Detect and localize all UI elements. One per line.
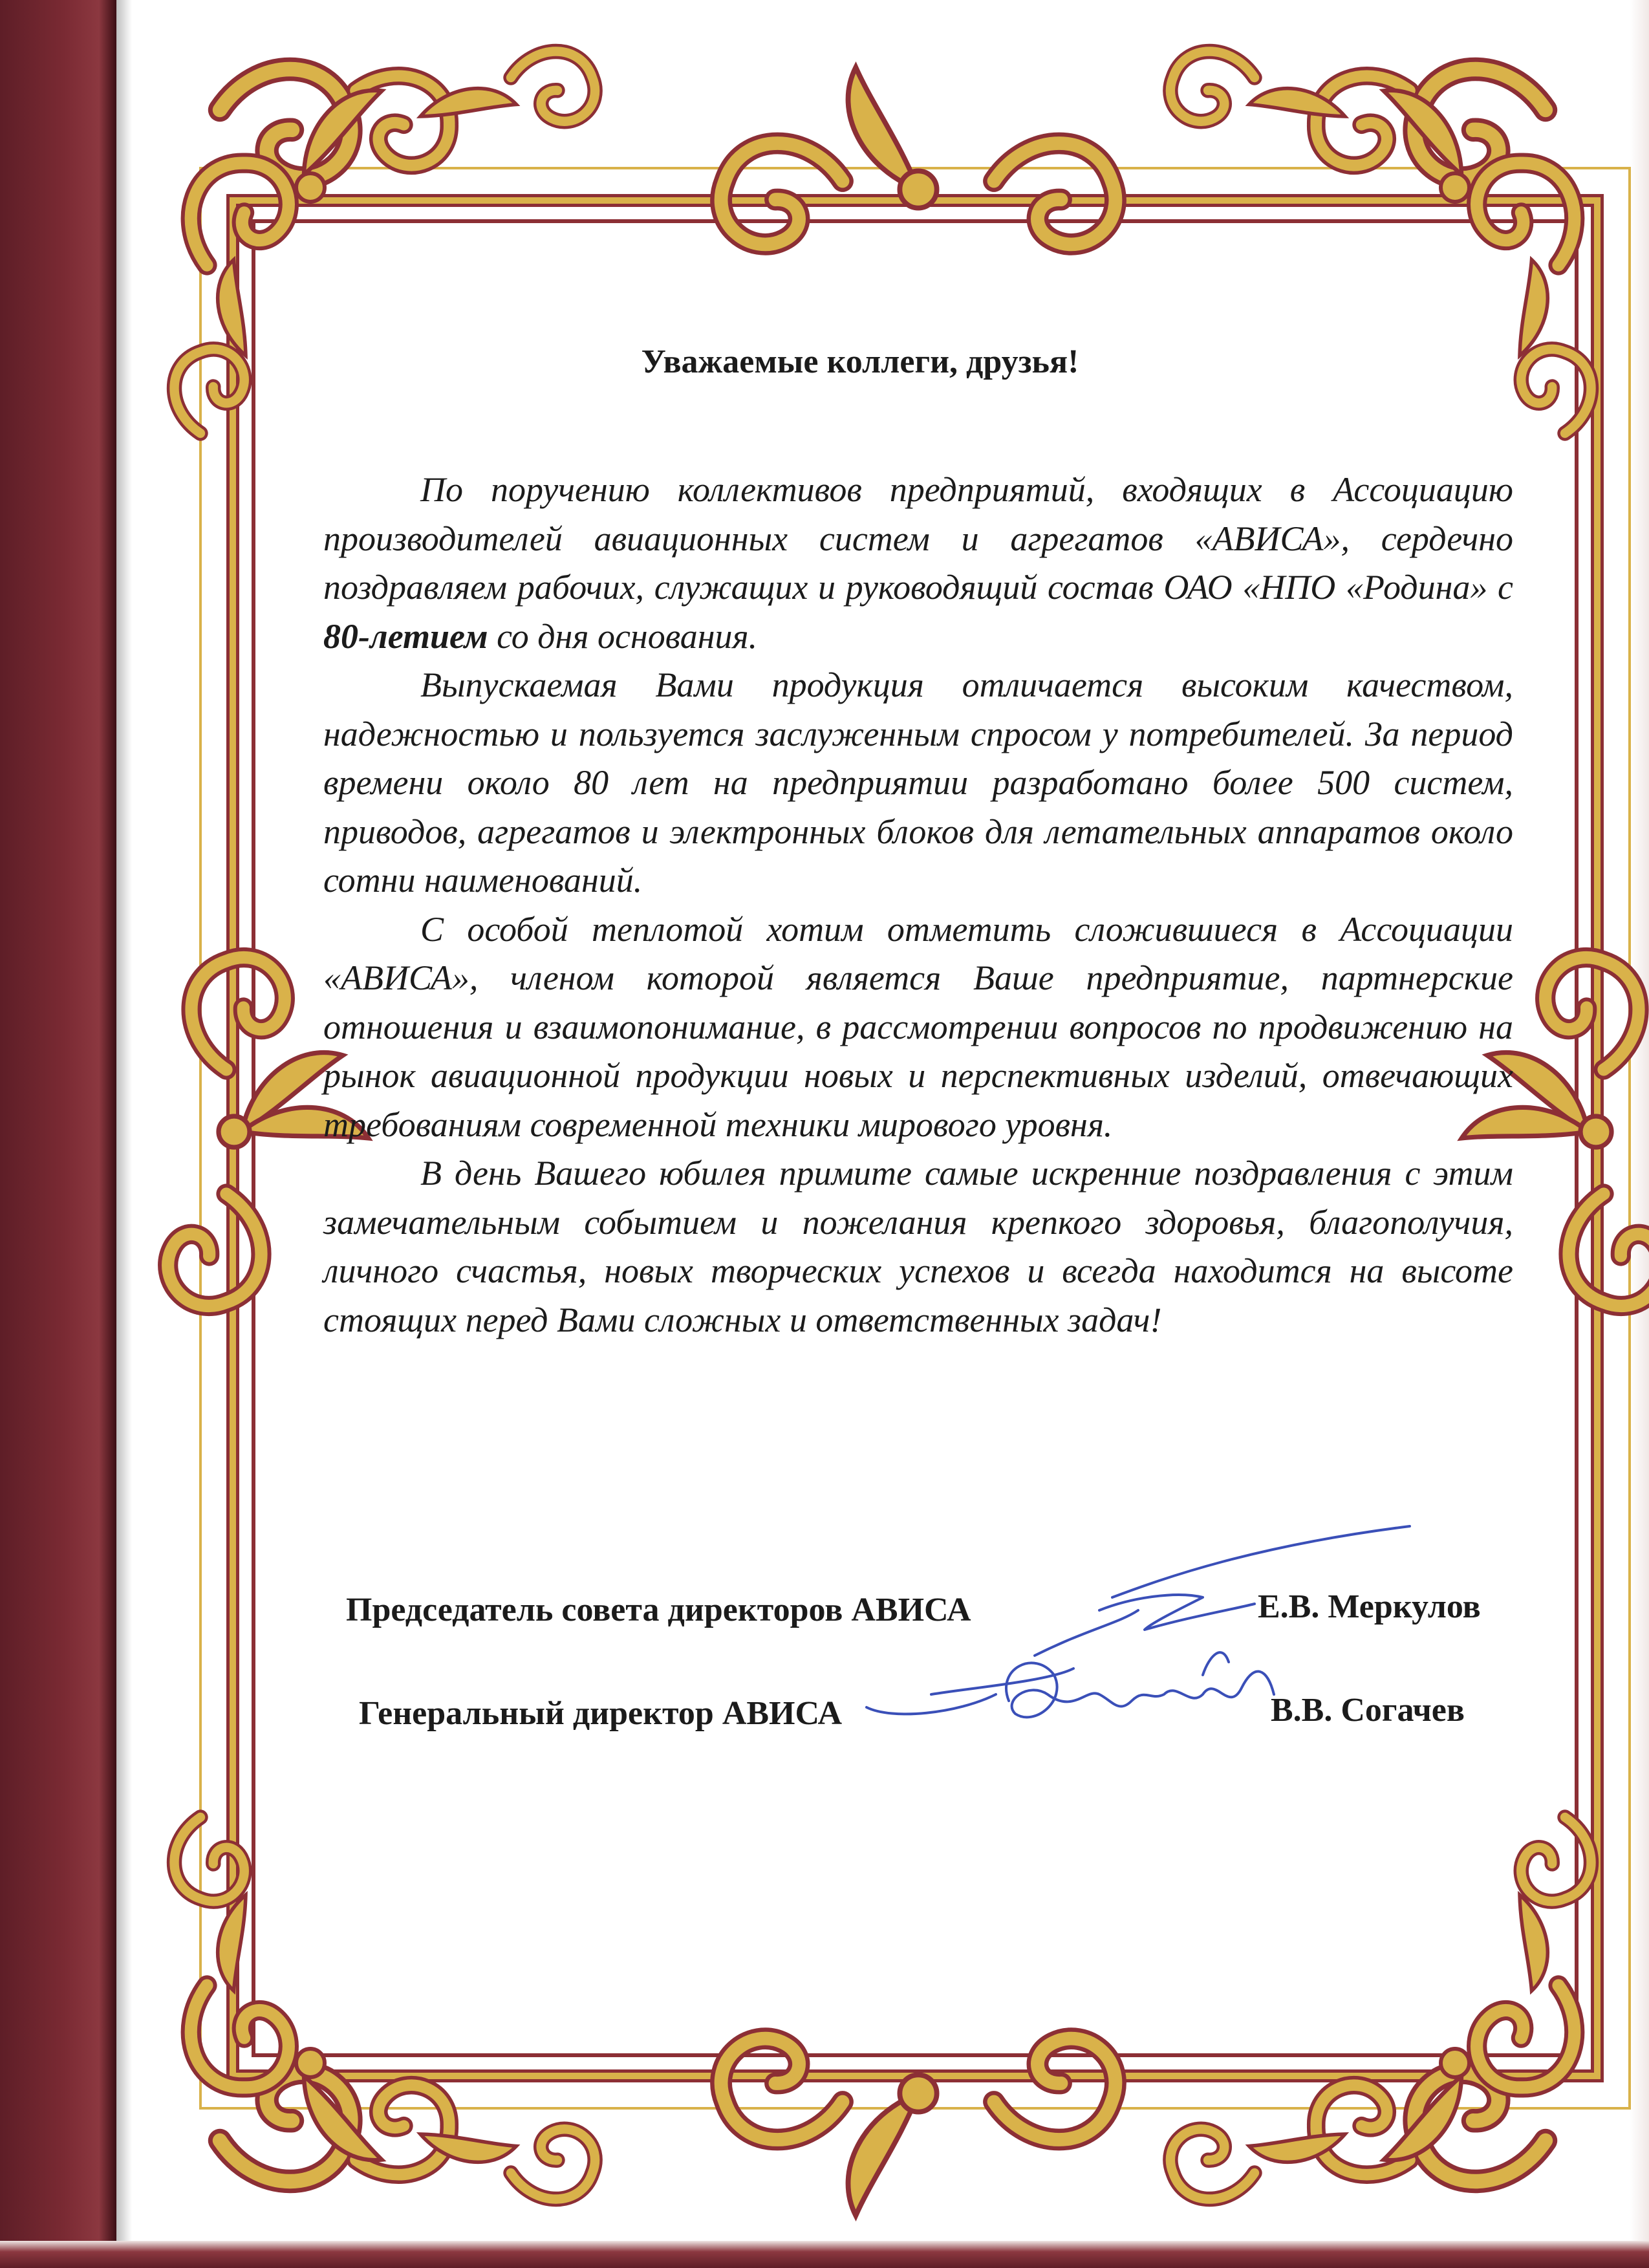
- paragraph-1-text-end: со дня основания.: [488, 616, 758, 656]
- signature-sogachev: [867, 1652, 1274, 1717]
- letter-body: [323, 466, 1513, 1345]
- paragraph-3: С особой теплотой хотим отметить сложившиеся в Ассоциации «АВИСА», членом которой является Ваше предприятие, партнерские отношения и взаимопонимание, в рассмотрении вопросов по продвижению на рынок авиационной продукции новых и перспективных изделий, отвечающих требованиям современной техники мирового уровня.: [323, 909, 1513, 1144]
- letter-heading: Уважаемые коллеги, друзья!: [641, 343, 1079, 380]
- paragraph-1: [323, 466, 1513, 661]
- signatory-1-title: Председатель совета директоров АВИСА: [346, 1592, 971, 1628]
- signatory-2-title: Генеральный директор АВИСА: [359, 1695, 843, 1732]
- handwritten-signatures: [841, 1500, 1455, 1772]
- paragraph-1-text: По поручению коллективов предприятий, входящих в Ассоциацию производителей авиационных систем и агрегатов «АВИСА», сердечно поздравляем рабочих, служащих и руководящий состав ОАО «НПО «Родина» с: [323, 470, 1513, 607]
- signatory-1-name: Е.В. Меркулов: [1258, 1588, 1481, 1625]
- paragraph-2: Выпускаемая Вами продукция отличается высоким качеством, надежностью и пользуется заслуженным спросом у потребителей. За период времени около 80 лет на предприятии разработано более 500 систем, приводов, агрегатов и электронных блоков для летательных аппаратов около сотни наименований.: [323, 665, 1513, 900]
- anniversary-emphasis: 80-летием: [323, 616, 488, 656]
- paragraph-4: В день Вашего юбилея примите самые искренние поздравления с этим замечательным событием и пожелания крепкого здоровья, благополучия, личного счастья, новых творческих успехов и всегда находится на высоте стоящих перед Вами сложных и ответственных задач!: [323, 1154, 1513, 1339]
- signatory-2-name: В.В. Согачев: [1271, 1692, 1465, 1729]
- signature-merkulov: [1035, 1526, 1410, 1656]
